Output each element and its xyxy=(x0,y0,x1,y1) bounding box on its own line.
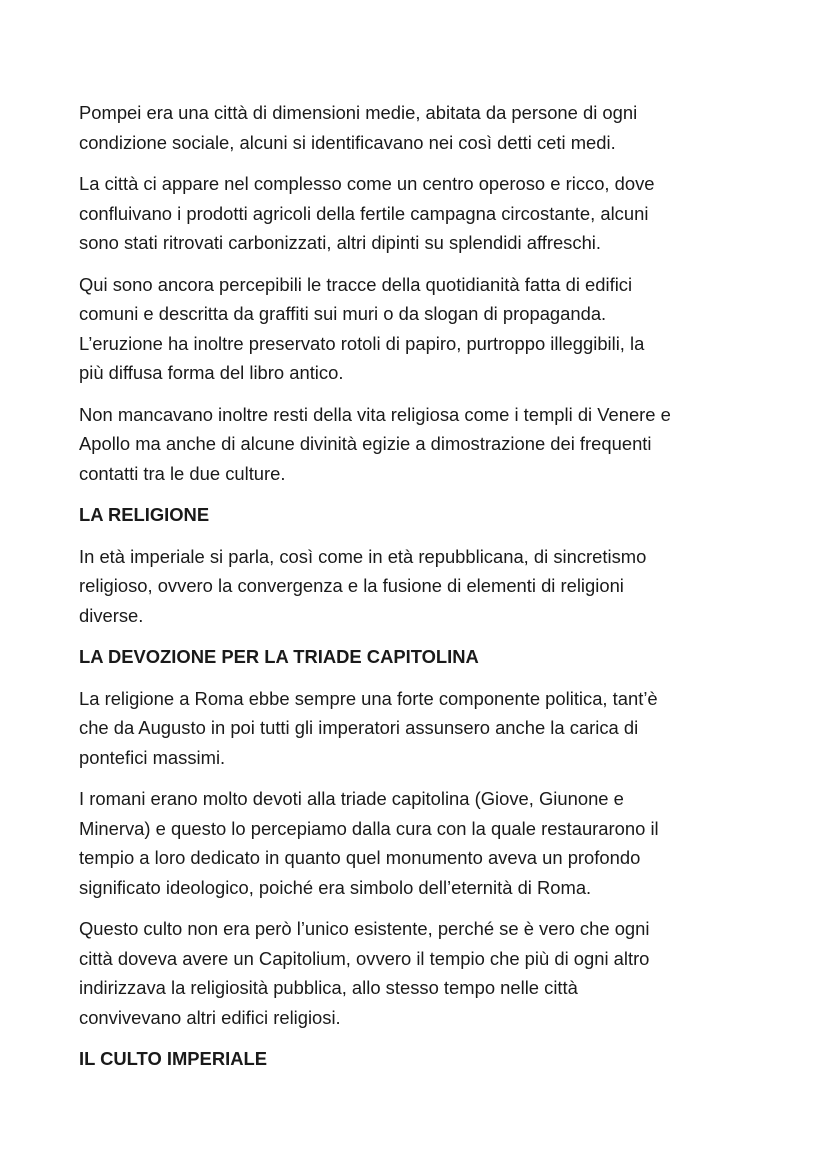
heading-text: IL CULTO IMPERIALE xyxy=(79,1048,268,1069)
text-line: Apollo ma anche di alcune divinità egizie a dimostrazione dei frequenti xyxy=(79,433,652,454)
text-line: città doveva avere un Capitolium, ovvero il tempio che più di ogni altro xyxy=(79,947,650,969)
text-line: In età imperiale si parla, così come in età repubblicana, di sincretismo xyxy=(79,545,647,567)
text-line: significato ideologico, poiché era simbolo dell’eternità di Roma. xyxy=(79,876,592,898)
text-line: più diffusa forma del libro antico. xyxy=(79,362,344,383)
heading-culto-imperiale xyxy=(79,1044,759,1074)
paragraph-devozione-romani xyxy=(79,784,759,902)
text-line: pontefici massimi. xyxy=(79,746,226,768)
heading-triade-capitolina xyxy=(79,642,759,672)
heading-la-religione xyxy=(79,500,759,530)
text-line: La religione a Roma ebbe sempre una forte componente politica, tant’è xyxy=(79,687,658,709)
text-line: L’eruzione ha inoltre preservato rotoli di papiro, purtroppo illeggibili, la xyxy=(79,332,645,354)
text-line: indirizzava la religiosità pubblica, allo stesso tempo nelle città xyxy=(79,977,578,998)
text-line: confluivano i prodotti agricoli della fertile campagna circostante, alcuni xyxy=(79,202,649,224)
text-line: Qui sono ancora percepibili le tracce della quotidianità fatta di edifici xyxy=(79,273,633,295)
text-line: contatti tra le due culture. xyxy=(79,462,286,484)
text-line: sono stati ritrovati carbonizzati, altri dipinti su splendidi affreschi. xyxy=(79,232,601,253)
text-line: comuni e descritta da graffiti sui muri o da slogan di propaganda. xyxy=(79,303,607,324)
paragraph-capitolium xyxy=(79,914,759,1032)
text-line: Minerva) e questo lo percepiamo dalla cura con la quale restaurarono il xyxy=(79,817,659,839)
text-line: tempio a loro dedicato in quanto quel monumento aveva un profondo xyxy=(79,847,641,868)
paragraph-religious-remains xyxy=(79,400,759,489)
text-line: religioso, ovvero la convergenza e la fusione di elementi di religioni xyxy=(79,575,624,596)
paragraph-sincretismo xyxy=(79,542,759,631)
text-line: che da Augusto in poi tutti gli imperatori assunsero anche la carica di xyxy=(79,717,639,738)
heading-text: LA RELIGIONE xyxy=(79,504,210,525)
text-line: condizione sociale, alcuni si identificavano nei così detti ceti medi. xyxy=(79,131,616,153)
paragraph-city-economy xyxy=(79,169,759,258)
text-line: I romani erano molto devoti alla triade capitolina (Giove, Giunone e xyxy=(79,788,624,809)
text-line: Non mancavano inoltre resti della vita religiosa come i templi di Venere e xyxy=(79,403,671,425)
text-line: La città ci appare nel complesso come un centro operoso e ricco, dove xyxy=(79,173,655,194)
text-line: Pompei era una città di dimensioni medie, abitata da persone di ogni xyxy=(79,102,638,123)
paragraph-pompei-intro xyxy=(79,98,759,157)
text-line: convivevano altri edifici religiosi. xyxy=(79,1006,341,1028)
text-line: diverse. xyxy=(79,604,144,626)
heading-text: LA DEVOZIONE PER LA TRIADE CAPITOLINA xyxy=(79,646,479,667)
paragraph-religione-politica xyxy=(79,684,759,773)
paragraph-daily-life xyxy=(79,270,759,388)
document-body xyxy=(79,98,759,1086)
text-line: Questo culto non era però l’unico esistente, perché se è vero che ogni xyxy=(79,918,650,939)
